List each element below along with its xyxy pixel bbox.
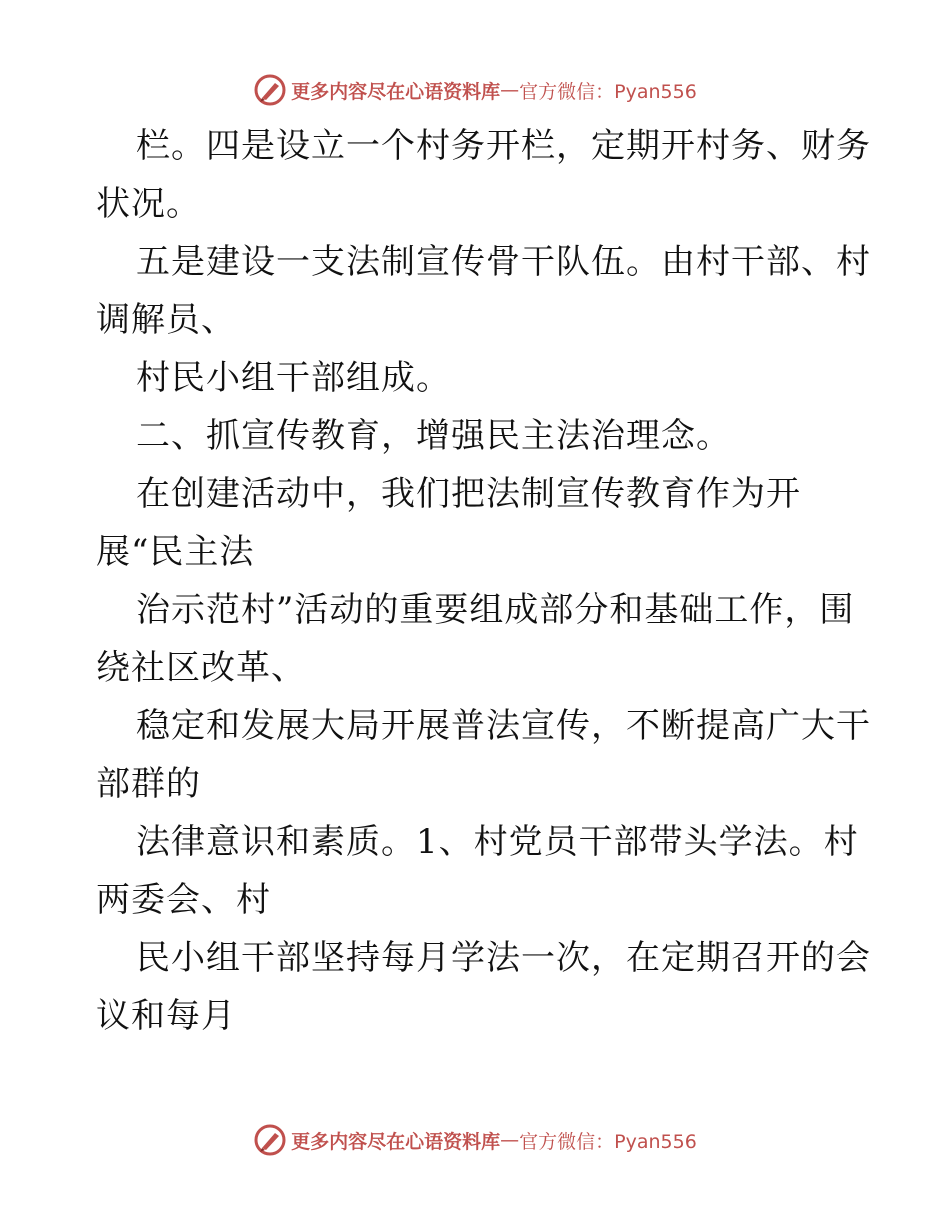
body-line: 二、抓宣传教育，增强民主法治理念。 bbox=[136, 416, 731, 456]
banner-main-text: 更多内容尽在心语资料库 bbox=[291, 80, 501, 103]
body-line: 展“民主法 bbox=[96, 532, 255, 572]
document-body bbox=[96, 117, 871, 1045]
pen-logo-icon bbox=[253, 1123, 287, 1157]
body-line: 调解员、 bbox=[96, 300, 236, 340]
header-banner bbox=[0, 70, 950, 110]
body-line: 两委会、村 bbox=[96, 880, 271, 920]
body-line: 议和每月 bbox=[96, 996, 236, 1036]
body-line: 村民小组干部组成。 bbox=[136, 358, 451, 398]
body-line: 法律意识和素质。1、村党员干部带头学法。村 bbox=[136, 822, 859, 862]
banner-main-text: 更多内容尽在心语资料库 bbox=[291, 1130, 501, 1153]
body-line: 稳定和发展大局开展普法宣传，不断提高广大干 bbox=[136, 706, 871, 746]
body-line: 部群的 bbox=[96, 764, 201, 804]
banner-separator: — bbox=[500, 1129, 520, 1151]
banner-separator: — bbox=[500, 79, 520, 101]
body-line: 在创建活动中，我们把法制宣传教育作为开 bbox=[136, 474, 801, 514]
banner-wechat-text: 官方微信：Pyan556 bbox=[519, 80, 697, 103]
body-line: 治示范村”活动的重要组成部分和基础工作，围 bbox=[136, 590, 855, 630]
pen-logo-icon bbox=[253, 73, 287, 107]
body-line: 绕社区改革、 bbox=[96, 648, 306, 688]
footer-banner bbox=[0, 1120, 950, 1160]
banner-wechat-text: 官方微信：Pyan556 bbox=[519, 1130, 697, 1153]
body-line: 栏。四是设立一个村务开栏，定期开村务、财务 bbox=[136, 126, 871, 166]
body-line: 民小组干部坚持每月学法一次，在定期召开的会 bbox=[136, 938, 871, 978]
body-line: 状况。 bbox=[96, 184, 201, 224]
body-line: 五是建设一支法制宣传骨干队伍。由村干部、村 bbox=[136, 242, 871, 282]
